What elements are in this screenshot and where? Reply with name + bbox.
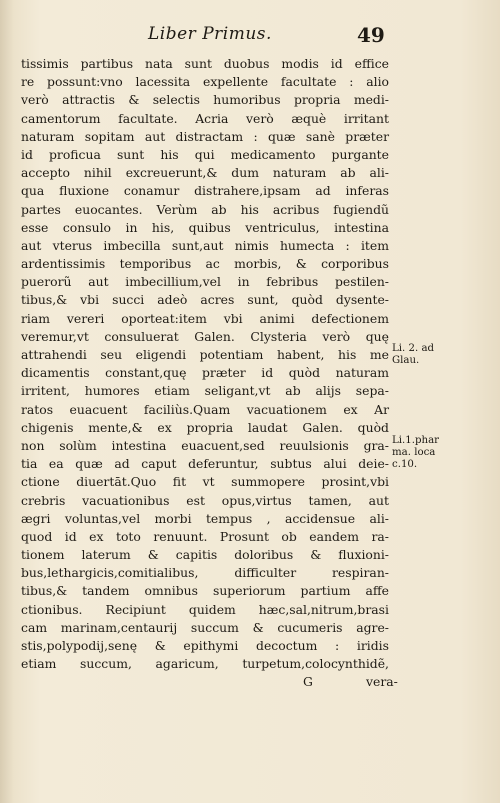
text-line: re possunt:vno lacessita expellente facultate : alio <box>21 74 389 90</box>
text-line: accepto nihil excreuerunt,& dum naturam ab ali- <box>21 165 389 181</box>
text-line: bus,lethargicis,comitialibus, difficulter respiran- <box>21 565 389 581</box>
text-line: esse consulo in his, quibus ventriculus, intestina <box>21 219 389 235</box>
text-line: puerorũ aut imbecillium,vel in febribus pestilen- <box>21 274 389 290</box>
signature-line <box>21 673 398 691</box>
signature-mark: G <box>303 674 313 690</box>
text-line: ardentissimis temporibus ac morbis, & corporibus <box>21 256 389 272</box>
text-line: tia ea quæ ad caput deferuntur, subtus alui deie- <box>21 456 389 472</box>
main-text-block <box>21 55 398 692</box>
running-header-title: Liber Primus. <box>148 24 272 44</box>
text-line: tissimis partibus nata sunt duobus modis id effice <box>21 56 389 71</box>
text-line: tionem laterum & capitis doloribus & fluxioni- <box>21 547 389 563</box>
page-number: 49 <box>357 23 385 47</box>
text-line: quod id ex toto renuunt. Prosunt ob eandem ra- <box>21 528 389 544</box>
text-line: non solùm intestina euacuent,sed reuulsionis gra- <box>21 437 389 453</box>
text-line: dicamentis constant,quę præter id quòd naturam <box>21 365 389 381</box>
text-line: stis,polypodij,senę & epithymi decoctum : iridis <box>21 638 389 653</box>
text-line: crebris vacuationibus est opus,virtus tamen, aut <box>21 492 389 508</box>
text-line: veremur,vt consuluerat Galen. Clysteria verò quę <box>21 328 389 344</box>
margin-note-line: ma. loca <box>392 447 436 458</box>
text-line: naturam sopitam aut distractam : quæ sanè præter <box>21 128 389 144</box>
text-line: tibus,& vbi succi adeò acres sunt, quòd dysente- <box>21 292 389 308</box>
text-line: ægri voluntas,vel morbi tempus , accidensue ali- <box>21 510 389 526</box>
text-line: chigenis mente,& ex propria laudat Galen. quòd <box>21 419 389 435</box>
text-line: etiam succum, agaricum, turpetum,colocynthidẽ, <box>21 656 389 672</box>
margin-note-line: Li.1.phar <box>392 435 440 446</box>
margin-note-line: Li. 2. ad <box>392 343 435 354</box>
text-line: ctione diuertāt.Quo fit vt summopere prosint,vbi <box>21 474 389 490</box>
text-line: partes euocantes. Verùm ab his acribus fugiendũ <box>21 201 389 217</box>
text-line: cam marinam,centaurij succum & cucumeris agre- <box>21 619 389 635</box>
text-line: camentorum facultate. Acria verò æquè irritant <box>21 110 389 126</box>
margin-note <box>392 343 462 367</box>
text-line: aut vterus imbecilla sunt,aut nimis humecta : item <box>21 237 389 253</box>
text-line: tibus,& tandem omnibus superiorum partium affe <box>21 583 389 599</box>
margin-note-line: Glau. <box>392 355 420 366</box>
text-line: verò attractis & selectis humoribus propria medi- <box>21 92 389 108</box>
margin-note <box>392 435 462 471</box>
text-line: qua fluxione conamur distrahere,ipsam ad inferas <box>21 183 389 199</box>
text-line: id proficua sunt his qui medicamento purgante <box>21 146 389 162</box>
text-line: ctionibus. Recipiunt quidem hæc,sal,nitrum,brasi <box>21 601 389 617</box>
text-line: irritent, humores etiam seligant,vt ab alijs sepa- <box>21 383 389 399</box>
text-line: riam vereri oporteat:item vbi animi defectionem <box>21 310 389 326</box>
text-line: ratos euacuent faciliùs.Quam vacuationem ex Ar <box>21 401 389 417</box>
text-line: attrahendi seu eligendi potentiam habent, his me <box>21 347 389 362</box>
catchword: vera- <box>366 674 398 690</box>
margin-note-line: c.10. <box>392 459 418 470</box>
